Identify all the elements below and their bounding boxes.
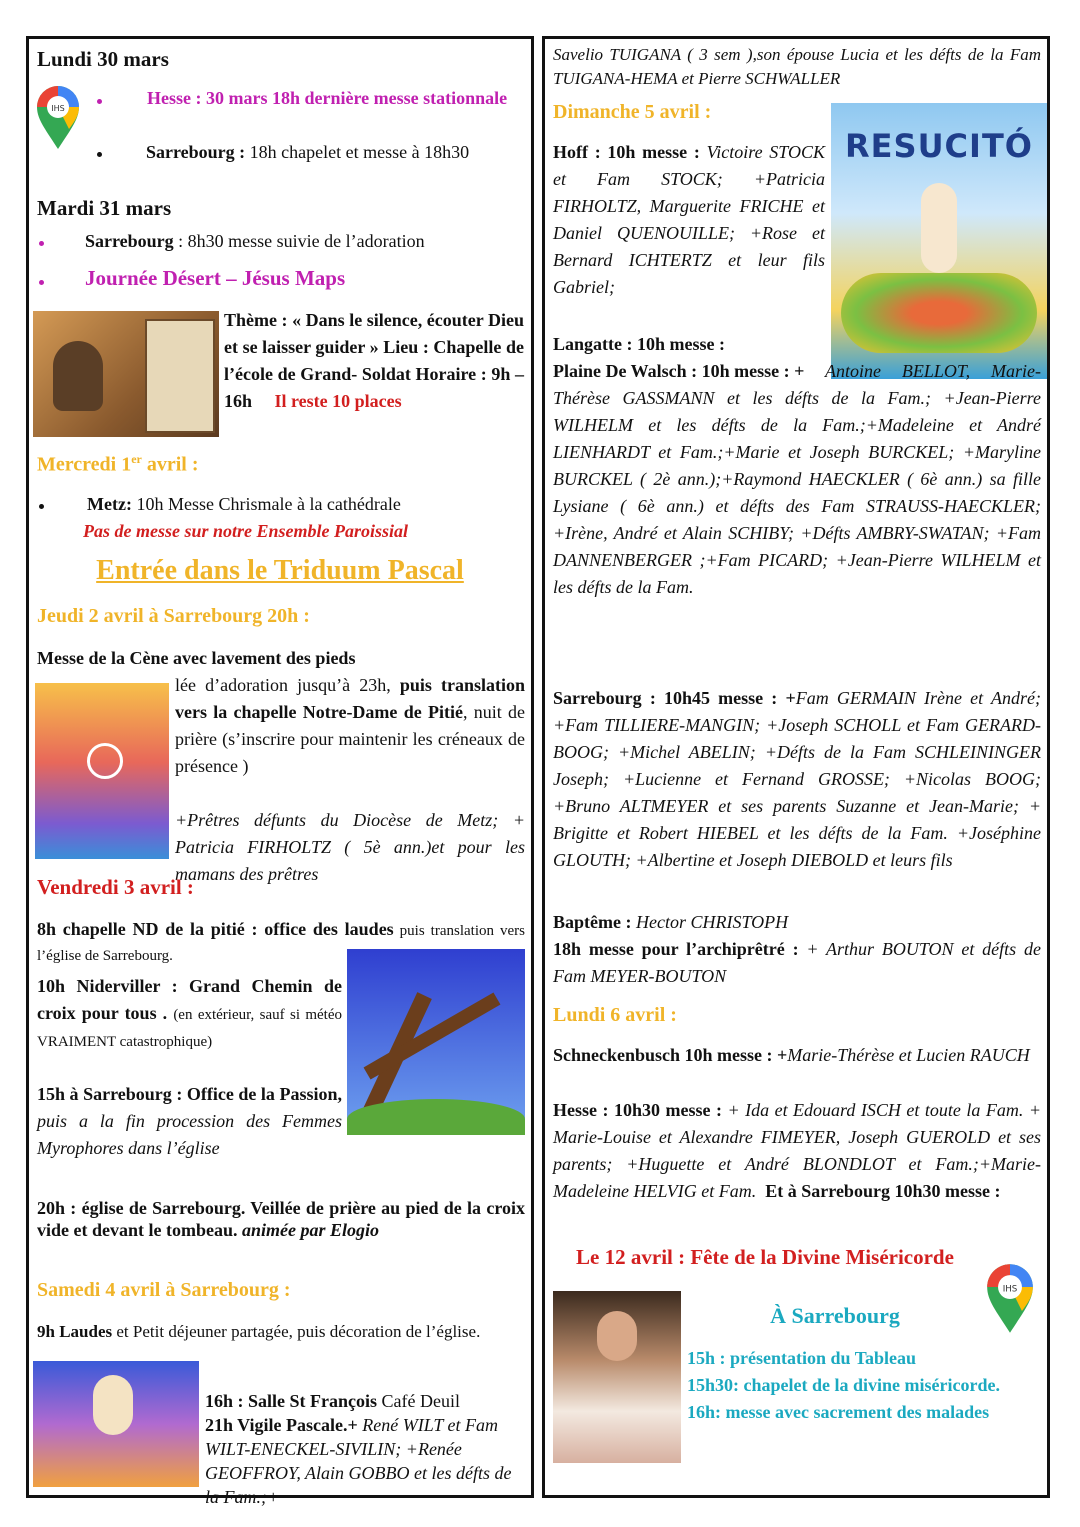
plaine-text (553, 358, 1041, 601)
bullet (39, 504, 44, 509)
no-mass-notice: Pas de messe sur notre Ensemble Paroissial (83, 521, 409, 541)
metz-text: 10h Messe Chrismale à la cathédrale (131, 494, 401, 514)
sarrebourg-tuesday (85, 228, 425, 255)
metz-line (87, 491, 401, 518)
plaine-label: Plaine De Walsch : 10h messe : + (553, 361, 805, 381)
friday-passion (37, 1081, 342, 1162)
sarrebourg-text: 18h chapelet et messe à 18h30 (245, 142, 470, 162)
cene-intentions: +Prêtres défunts du Diocèse de Metz; + Patricia FIRHOLTZ ( 5è ann.)et pour les mamans des prêtres (175, 810, 525, 884)
bapteme-bold: Baptême : (553, 912, 632, 932)
desert-poster-image (33, 311, 219, 437)
archi-text: + Arthur BOUTON et défts de Fam MEYER-BOUTON (553, 939, 1041, 986)
passion-text: puis a la fin procession des Femmes Myrophores dans l’église (37, 1111, 342, 1158)
divine-line-1: 15h : présentation du Tableau (687, 1348, 917, 1368)
hesse-mass (553, 1097, 1041, 1205)
archipretre-line (553, 936, 1041, 990)
bullet (39, 241, 44, 246)
desert-text: Thème : « Dans le silence, écouter Dieu et se laisser guider » Lieu : Chapelle de l’école de Grand- Soldat Horaire : 9h – 16h (224, 310, 524, 411)
sarrebourg-bold: Sarrebourg : 10h45 messe : + (553, 688, 796, 708)
triduum-heading: Entrée dans le Triduum Pascal (96, 555, 464, 586)
saturday-vigile (205, 1413, 527, 1509)
passion-bold: 15h à Sarrebourg : Office de la Passion, (37, 1084, 342, 1104)
saturday-salle (205, 1389, 527, 1413)
vigile-bold: 21h Vigile Pascale.+ (205, 1415, 358, 1435)
hesse-bold: Hesse : 10h30 messe : (553, 1100, 722, 1120)
sarrebourg-sunday (553, 685, 1041, 874)
bullet (39, 280, 44, 285)
langatte-mass: Langatte : 10h messe : (553, 334, 725, 354)
desert-title: Journée Désert – Jésus Maps (85, 266, 346, 290)
cene-bold: Messe de la Cène avec lavement des pieds (37, 648, 356, 668)
thursday-2-title: Jeudi 2 avril à Sarrebourg 20h : (37, 605, 310, 627)
archi-bold: 18h messe pour l’archiprêtré : (553, 939, 799, 959)
map-pin-icon (35, 85, 81, 151)
svg-text:IHS: IHS (1002, 1284, 1018, 1295)
sunday-5-title: Dimanche 5 avril : (553, 101, 712, 123)
cene-body (37, 645, 525, 672)
cene-continuation: lée d’adoration jusqu’à 23h, puis translation vers la chapelle Notre-Dame de Pitié, nuit de prière (s’inscrire pour maintenir les créneaux de présence ) (175, 675, 525, 776)
hoff-text: Victoire STOCK et Fam STOCK; +Patricia FIRHOLTZ, Marguerite FRICHE et Daniel QUENOUILLE; +Rose et Bernard ICHTERTZ et leur fils Gabriel; (553, 142, 825, 297)
resucito-poster (831, 103, 1047, 379)
friday-3-title: Vendredi 3 avril : (37, 875, 194, 899)
divine-line-3: 16h: messe avec sacrement des malades (687, 1402, 990, 1422)
divine-line-2: 15h30: chapelet de la divine miséricorde. (687, 1375, 1000, 1395)
hesse-line: Hesse : 30 mars 18h dernière messe stationnale (147, 88, 508, 108)
friday-veillee (37, 1197, 525, 1241)
sarrebourg-label: Sarrebourg (85, 231, 174, 251)
sarrebourg-intentions: Fam GERMAIN Irène et André; +Fam TILLIERE-MANGIN; +Joseph SCHOLL et Fam GERARD-BOOG; +Michel ABELIN; +Défts de la Fam SCHLEININGER Joseph; +Lucienne et Fernand GROSSE; +Nicolas BOOG; +Bruno ALTMEYER et ses parents Suzanne et Jean-Marie; + Brigitte et Robert HIEBEL et les défts de la Fam. +Joséphine GLOUTH; +Albertine et Joseph DIEBOLD et leurs fils (553, 688, 1041, 870)
monday-6-title: Lundi 6 avril : (553, 1004, 677, 1026)
bapteme-line (553, 909, 1041, 936)
laudes-bold: 8h chapelle ND de la pitié : office des laudes (37, 919, 394, 939)
vigile-text: René WILT et Fam WILT-ENECKEL-SIVILIN; +Renée GEOFFROY, Alain GOBBO et les défts de la Fam.;+ (205, 1415, 512, 1507)
laudes-text: puis translation vers l’église de Sarrebourg. (37, 923, 525, 964)
schneck-text: Marie-Thérèse et Lucien RAUCH (787, 1045, 1030, 1065)
schneck-bold: Schneckenbusch 10h messe : + (553, 1045, 788, 1065)
divine-place: À Sarrebourg (770, 1303, 900, 1328)
schneckenbusch-mass (553, 1042, 1041, 1069)
right-column (542, 36, 1050, 1498)
plaine-intentions: Antoine BELLOT, Marie-Thérèse GASSMANN et les défts de la Fam.; +Jean-Pierre WILHELM et les défts de la Fam.;+Madeleine et André LIENHARDT et Fam.;+Marie et Joseph BURCKEL; +Maryline BURCKEL ( 2è ann.);+Raymond HAECKLER ( 6è ann.) sa fille Lysiane ( 6è ann.) et défts des Fam STRAUSS-HAECKLER; +Irène, André et Alain SCHIBY; +Défts AMBRY-SWATAN; +Fam DANNENBERGER ;+Fam PICARD; +Jean-Pierre WILHELM et les défts de la Fam. (553, 361, 1041, 597)
divine-mercy-image (553, 1291, 681, 1463)
wednesday-1-title: Mercredi 1er avril : (37, 452, 199, 476)
monday-30-title: Lundi 30 mars (37, 47, 169, 71)
bapteme-text: Hector CHRISTOPH (631, 912, 789, 932)
poster-title: RESUCITÓ (845, 127, 1033, 165)
friday-chemin (37, 973, 342, 1054)
left-column (26, 36, 534, 1507)
salle-text: Café Deuil (377, 1391, 460, 1411)
sarrebourg-text: : 8h30 messe suivie de l’adoration (173, 231, 425, 251)
divine-schedule (687, 1345, 1027, 1426)
chemin-text: (en extérieur, sauf si météo VRAIMENT catastrophique) (37, 1007, 343, 1050)
resurrection-image (33, 1361, 199, 1487)
sarrebourg-monday6: Et à Sarrebourg 10h30 messe : (765, 1181, 1001, 1201)
hesse-text: + Ida et Edouard ISCH et toute la Fam. + Marie-Louise et Alexandre FIMEYER, Joseph GUEROLD et ses parents; +Huguette et André BLONDLOT et Fam.;+Marie-Madeleine HELVIG et Fam. (553, 1100, 1041, 1201)
salle-bold: 16h : Salle St François (205, 1391, 378, 1411)
sarrebourg-monday (89, 139, 529, 166)
tuesday-31-title: Mardi 31 mars (37, 196, 172, 220)
continuation-text: Savelio TUIGANA ( 3 sem ),son épouse Lucia et les défts de la Fam TUIGANA-HEMA et Pierre SCHWALLER (553, 45, 1041, 88)
hoff-mass (553, 139, 825, 301)
map-pin-icon (985, 1263, 1035, 1335)
svg-text:IHS: IHS (51, 104, 65, 113)
metz-label: Metz: (87, 494, 132, 514)
saturday-4-title: Samedi 4 avril à Sarrebourg : (37, 1279, 291, 1301)
cene-image (35, 683, 169, 859)
hoff-bold: Hoff : 10h messe : (553, 142, 700, 162)
places-remaining: Il reste 10 places (274, 391, 402, 411)
bullet (97, 99, 102, 104)
laudes-text: et Petit déjeuner partagée, puis décoration de l’église. (112, 1322, 481, 1341)
cross-image (347, 949, 525, 1135)
desert-details (224, 307, 524, 415)
veillee-bold: 20h : église de Sarrebourg. Veillée de prière au pied de la croix vide et devant le tombeau. (37, 1198, 525, 1240)
sarrebourg-label: Sarrebourg : (146, 142, 246, 162)
chemin-bold: 10h Niderviller : Grand Chemin de croix pour tous . (37, 976, 342, 1023)
veillee-text: animée par Elogio (237, 1220, 379, 1240)
laudes-bold: 9h Laudes (37, 1322, 113, 1341)
saturday-laudes (37, 1319, 525, 1344)
divine-title: Le 12 avril : Fête de la Divine Miséricorde (576, 1245, 954, 1269)
